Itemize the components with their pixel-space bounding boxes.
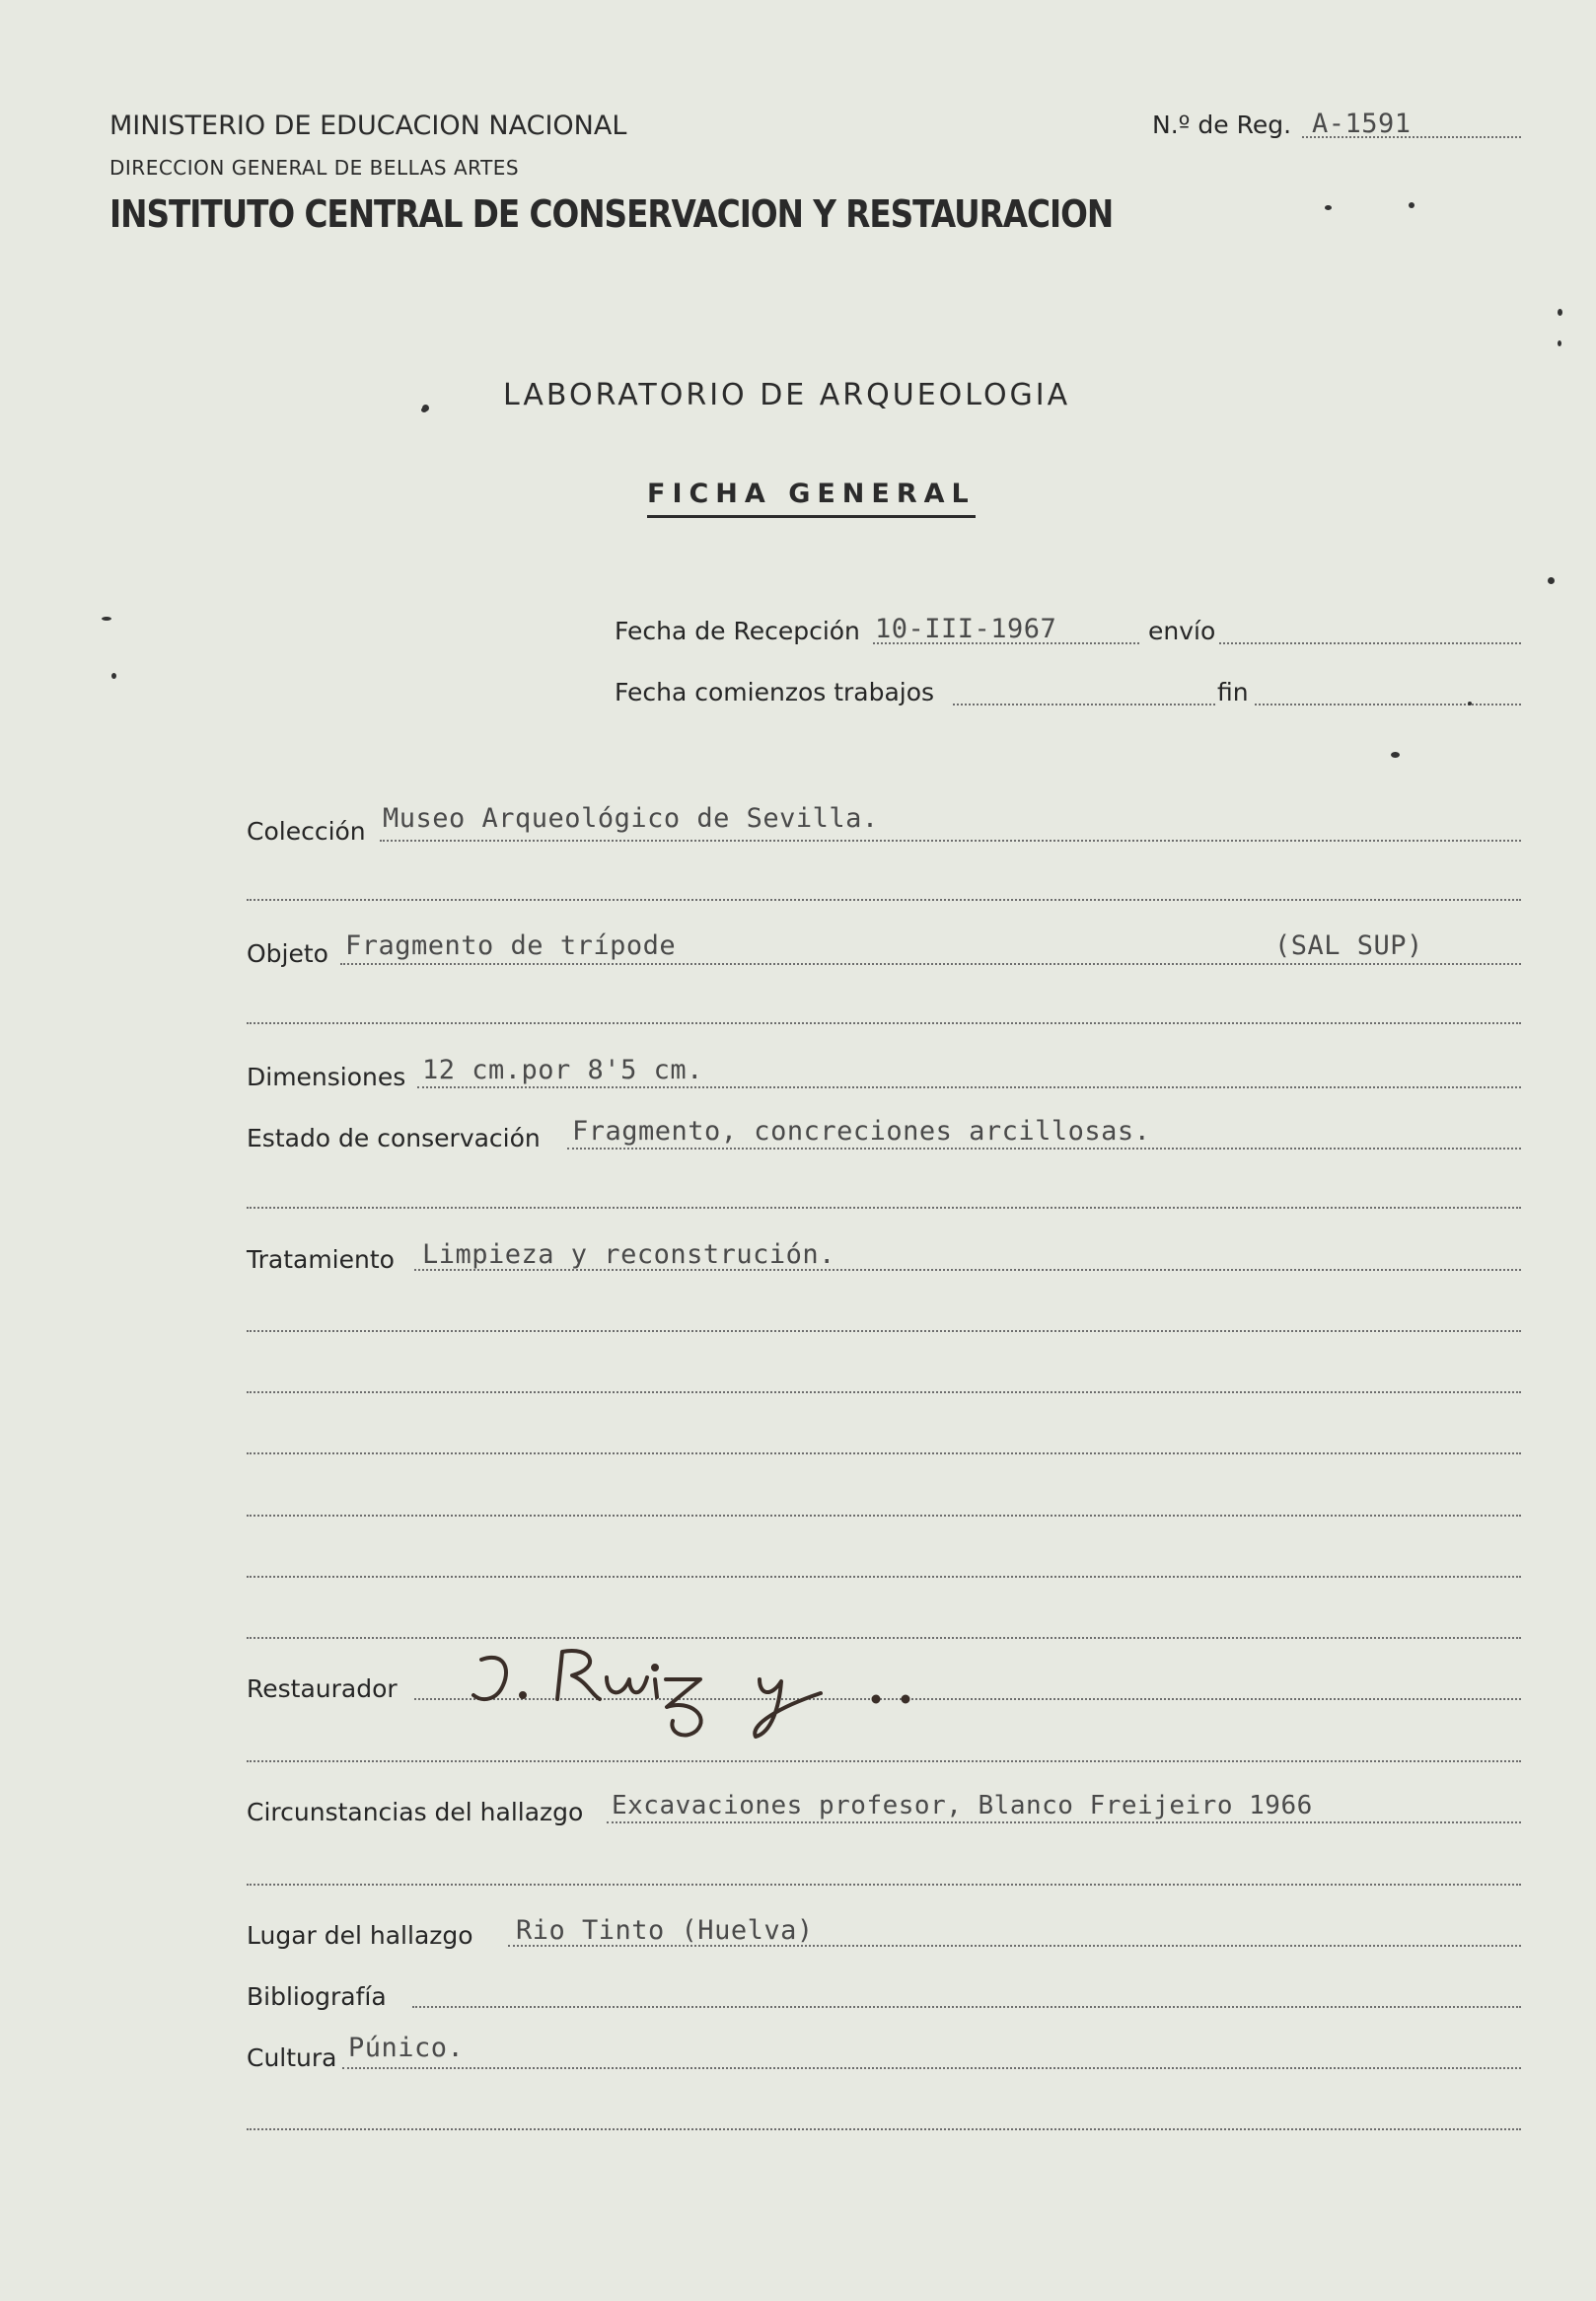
culture-value: Púnico. [348,2033,465,2063]
treatment-label: Tratamiento [247,1245,395,1274]
collection-label: Colección [247,817,366,846]
culture-line [342,2067,1521,2069]
treatment-line-6 [247,1576,1521,1578]
restorer-line-2 [247,1760,1521,1762]
state-value: Fragmento, concreciones arcillosas. [572,1116,1151,1147]
reg-value: A-1591 [1312,109,1412,139]
form-title: FICHA GENERAL [647,479,976,518]
speck-mark [422,405,429,411]
treatment-value: Limpieza y reconstrución. [422,1239,835,1270]
ministry-heading: MINISTERIO DE EDUCACION NACIONAL [109,111,627,141]
culture-label: Cultura [247,2043,337,2072]
place-value: Rio Tinto (Huelva) [516,1915,814,1946]
object-value: Fragmento de trípode [345,930,677,961]
end-label: fin [1217,678,1249,706]
circumstances-label: Circunstancias del hallazgo [247,1798,584,1826]
collection-line-2 [247,899,1521,901]
speck-mark [1548,577,1555,584]
speck-mark [1325,205,1332,210]
object-line-2 [247,1022,1521,1024]
collection-value: Museo Arqueológico de Sevilla. [383,803,879,834]
treatment-line-4 [247,1452,1521,1454]
bibliography-label: Bibliografía [247,1982,387,2011]
institute-heading: INSTITUTO CENTRAL DE CONSERVACION Y RESTAURACION [109,192,1114,236]
place-label: Lugar del hallazgo [247,1921,473,1950]
start-label: Fecha comienzos trabajos [615,678,935,706]
reg-label: N.º de Reg. [1152,111,1292,139]
lab-title: LABORATORIO DE ARQUEOLOGIA [503,378,1071,412]
dimensions-value: 12 cm.por 8'5 cm. [422,1055,703,1085]
culture-line-2 [247,2128,1521,2130]
circumstances-value: Excavaciones profesor, Blanco Freijeiro 1966 [612,1791,1313,1820]
dimensions-label: Dimensiones [247,1063,406,1091]
state-line-2 [247,1207,1521,1209]
speck-mark [1391,752,1400,758]
restorer-signature [464,1638,957,1746]
treatment-line-2 [247,1330,1521,1332]
object-label: Objeto [247,939,328,968]
state-label: Estado de conservación [247,1124,541,1152]
envio-label: envío [1148,617,1216,645]
direction-heading: DIRECCION GENERAL DE BELLAS ARTES [109,156,520,180]
collection-line [380,840,1521,842]
treatment-line-3 [247,1391,1521,1393]
start-line [953,704,1215,705]
object-line [340,963,1521,965]
state-line [567,1148,1521,1150]
end-line [1255,704,1521,705]
restorer-label: Restaurador [247,1674,398,1703]
speck-mark [1409,202,1415,208]
speck-mark [1558,340,1561,346]
reception-label: Fecha de Recepción [615,617,860,645]
treatment-line-5 [247,1515,1521,1517]
speck-mark [1558,309,1562,316]
speck-mark [102,617,111,621]
envio-line [1219,642,1521,644]
speck-mark [111,673,116,679]
circumstances-line [607,1821,1521,1823]
reception-value: 10-III-1967 [875,614,1057,644]
speck-mark [1468,702,1472,705]
bibliography-line [412,2006,1521,2008]
object-code: (SAL SUP) [1274,930,1423,961]
dimensions-line [417,1086,1521,1088]
circumstances-line-2 [247,1884,1521,1886]
